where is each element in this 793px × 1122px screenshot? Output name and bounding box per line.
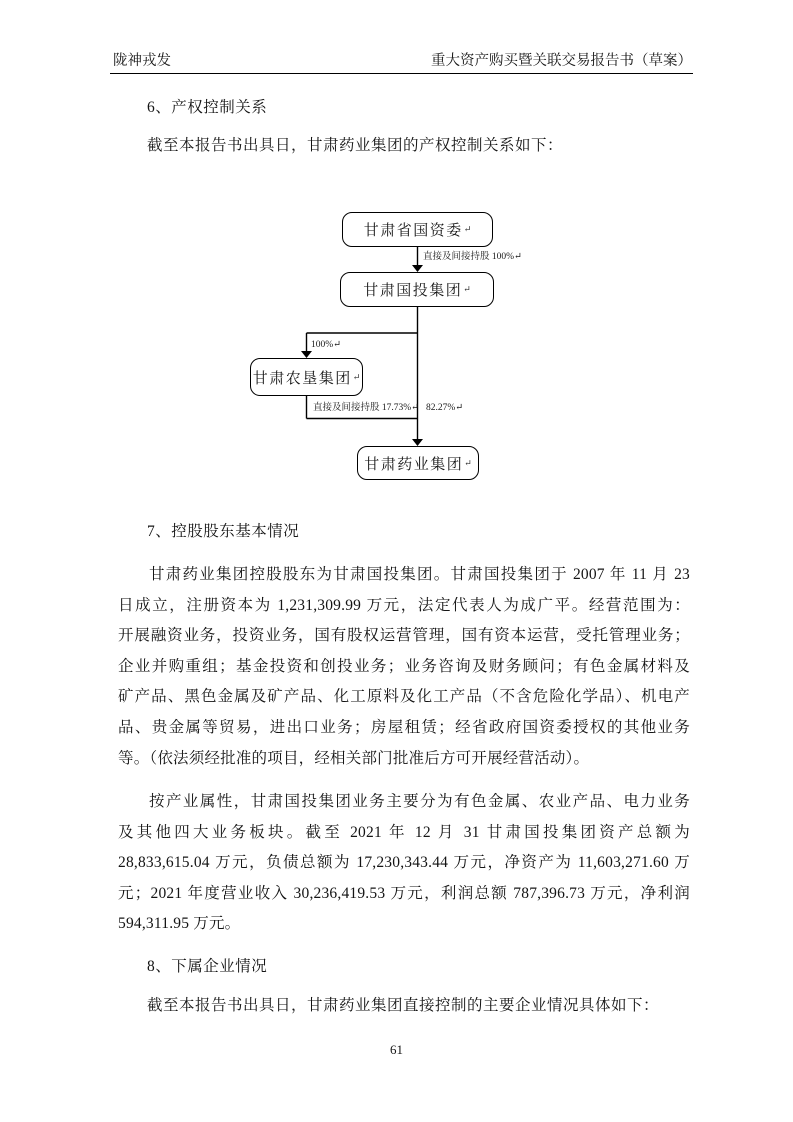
header-right-title: 重大资产购买暨关联交易报告书（草案）: [431, 53, 692, 69]
org-node-gansu-sasac: [342, 212, 493, 247]
paragraph-line: 元；2021 年度营业收入 30,236,419.53 万元，利润总额 787,396.73 万元，净利润: [118, 884, 690, 902]
page-number: 61: [390, 1042, 403, 1057]
paragraph-line: 等。（依法须经批准的项目，经相关部门批准后方可开展经营活动）。: [118, 749, 590, 767]
paragraph-mark-icon: ↵: [352, 371, 361, 382]
paragraph-mark-icon: ↵: [464, 457, 472, 468]
paragraph-line: 按产业属性，甘肃国投集团业务主要分为有色金属、农业产品、电力业务: [149, 793, 690, 810]
header-left-title: 陇神戎发: [113, 53, 171, 69]
paragraph-line: 及其他四大业务板块。截至 2021 年 12 月 31 甘肃国投集团资产总额为: [118, 823, 690, 841]
org-node-label: 甘肃省国资委: [363, 223, 463, 239]
section-6-heading: 6、产权控制关系: [147, 99, 268, 116]
section-8-heading: 8、下属企业情况: [147, 958, 268, 975]
ownership-structure-diagram: [0, 205, 793, 490]
section-7-paragraph-1: [118, 560, 690, 774]
section-8-intro: 截至本报告书出具日，甘肃药业集团直接控制的主要企业情况具体如下：: [147, 997, 660, 1014]
org-node-label: 甘肃国投集团: [363, 283, 463, 299]
paragraph-line: 日成立，注册资本为 1,231,309.99 万元，法定代表人为成广平。经营范围为：: [118, 596, 690, 614]
org-node-gansu-guotou-group: [340, 272, 494, 307]
header-rule: [110, 73, 693, 74]
paragraph-line: 品、贵金属等贸易，进出口业务；房屋租赁；经省政府国资委授权的其他业务: [118, 718, 690, 736]
edge-label-100: 100%↵: [311, 340, 342, 350]
section-7-heading: 7、控股股东基本情况: [147, 523, 300, 540]
paragraph-line: 矿产品、黑色金属及矿产品、化工原料及化工产品（不含危险化学品）、机电产: [118, 688, 690, 706]
section-6-intro: 截至本报告书出具日，甘肃药业集团的产权控制关系如下：: [147, 137, 564, 154]
paragraph-line: 甘肃药业集团控股股东为甘肃国投集团。甘肃国投集团于 2007 年 11 月 23: [149, 566, 690, 583]
arrowhead-down-icon: [301, 351, 312, 358]
org-node-gansu-pharma-group: [357, 446, 479, 480]
paragraph-line: 28,833,615.04 万元，负债总额为 17,230,343.44 万元，净资产为 11,603,271.60 万: [118, 854, 690, 872]
paragraph-line: 开展融资业务，投资业务，国有股权运营管理，国有资本运营，受托管理业务；: [118, 627, 690, 645]
edge-label-holding-17-73: 直接及间接持股 17.73%↵: [313, 403, 420, 413]
arrowhead-down-icon: [412, 439, 423, 446]
org-node-label: 甘肃农垦集团: [252, 370, 352, 387]
edge-label-holding-100: 直接及间接持股 100%↵: [423, 252, 522, 262]
org-node-label: 甘肃药业集团: [364, 456, 464, 473]
edge-label-82-27: 82.27%↵: [426, 403, 464, 413]
paragraph-mark-icon: ↵: [463, 284, 471, 294]
section-7-paragraph-2: [118, 787, 690, 940]
paragraph-mark-icon: ↵: [463, 224, 472, 234]
paragraph-line: 594,311.95 万元。: [118, 915, 241, 933]
paragraph-line: 企业并购重组；基金投资和创投业务；业务咨询及财务顾问；有色金属材料及: [118, 657, 690, 675]
arrowhead-down-icon: [412, 265, 423, 272]
org-node-gansu-nongken-group: [250, 358, 363, 396]
